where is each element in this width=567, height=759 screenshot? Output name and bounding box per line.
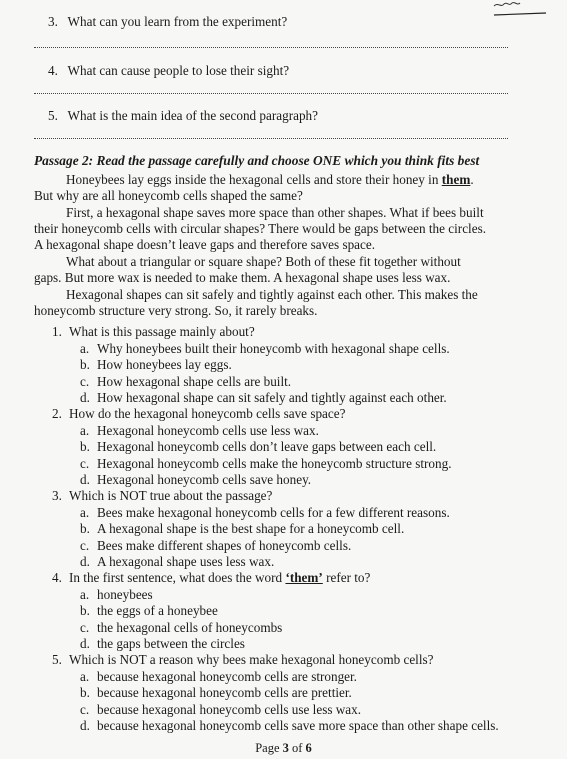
total-page-number: 6 <box>305 741 312 755</box>
mc-question-3: 3. Which is NOT true about the passage? <box>52 488 273 503</box>
mc-q1-option-d[interactable]: d. How hexagonal shape can sit safely and tightly against each other. <box>80 390 447 405</box>
mc-question-1: 1. What is this passage mainly about? <box>52 324 255 339</box>
passage-p3-line2: gaps. But more wax is needed to make them. A hexagonal shape uses less wax. <box>34 270 451 285</box>
mc-q3-option-b[interactable]: b. A hexagonal shape is the best shape for a honeycomb cell. <box>80 521 405 536</box>
short-question-5: 5. What is the main idea of the second paragraph? <box>48 108 319 123</box>
mc-q4-option-c[interactable]: c. the hexagonal cells of honeycombs <box>80 620 283 635</box>
mc-q4-option-b[interactable]: b. the eggs of a honeybee <box>80 603 218 618</box>
keyword-them: them <box>441 172 471 187</box>
mc-q1-option-b[interactable]: b. How honeybees lay eggs. <box>80 357 232 372</box>
mc-q2-option-d[interactable]: d. Hexagonal honeycomb cells save honey. <box>80 472 312 487</box>
mc-q2-option-c[interactable]: c. Hexagonal honeycomb cells make the honeycomb structure strong. <box>80 456 452 471</box>
passage-p4-line1: Hexagonal shapes can sit safely and tightly against each other. This makes the <box>66 287 478 302</box>
passage-p2-line3: A hexagonal shape doesn’t leave gaps and therefore saves space. <box>34 237 376 252</box>
mc-q2-option-a[interactable]: a. Hexagonal honeycomb cells use less wax. <box>80 423 319 438</box>
mc-question-2: 2. How do the hexagonal honeycomb cells save space? <box>52 406 346 421</box>
answer-line-4[interactable] <box>34 93 508 94</box>
passage-p3-line1: What about a triangular or square shape? Both of these fit together without <box>66 254 461 269</box>
mc-question-5: 5. Which is NOT a reason why bees make hexagonal honeycomb cells? <box>52 652 434 667</box>
handwritten-scribble <box>492 0 552 20</box>
mc-q2-option-b[interactable]: b. Hexagonal honeycomb cells don’t leave gaps between each cell. <box>80 439 437 454</box>
passage-p1-line2: But why are all honeycomb cells shaped the same? <box>34 188 303 203</box>
page-footer: Page 3 of 6 <box>255 741 312 755</box>
passage-p2-line2: their honeycomb cells with circular shapes? There would be gaps between the circles. <box>34 221 486 236</box>
short-question-4: 4. What can cause people to lose their sight? <box>48 63 290 78</box>
passage-p1-line1: Honeybees lay eggs inside the hexagonal cells and store their honey in them. <box>66 172 474 187</box>
mc-q5-option-a[interactable]: a. because hexagonal honeycomb cells are stronger. <box>80 669 357 684</box>
mc-q3-option-a[interactable]: a. Bees make hexagonal honeycomb cells for a few different reasons. <box>80 505 450 520</box>
keyword-them-quoted: ‘them’ <box>285 570 323 585</box>
mc-q5-option-d[interactable]: d. because hexagonal honeycomb cells save more space than other shape cells. <box>80 718 499 733</box>
current-page-number: 3 <box>282 741 289 755</box>
mc-q3-option-d[interactable]: d. A hexagonal shape uses less wax. <box>80 554 275 569</box>
mc-q4-option-d[interactable]: d. the gaps between the circles <box>80 636 245 651</box>
passage-p4-line2: honeycomb structure very strong. So, it rarely breaks. <box>34 303 318 318</box>
answer-line-3[interactable] <box>34 47 508 48</box>
mc-q3-option-c[interactable]: c. Bees make different shapes of honeycomb cells. <box>80 538 352 553</box>
answer-line-5[interactable] <box>34 138 508 139</box>
mc-q5-option-c[interactable]: c. because hexagonal honeycomb cells use less wax. <box>80 702 362 717</box>
short-question-3: 3. What can you learn from the experiment? <box>48 14 288 29</box>
passage-title: Passage 2: Read the passage carefully and choose ONE which you think fits best <box>34 153 480 168</box>
mc-q4-option-a[interactable]: a. honeybees <box>80 587 153 602</box>
mc-question-4: 4. In the first sentence, what does the word ‘them’ refer to? <box>52 570 371 585</box>
mc-q1-option-c[interactable]: c. How hexagonal shape cells are built. <box>80 374 292 389</box>
mc-q5-option-b[interactable]: b. because hexagonal honeycomb cells are prettier. <box>80 685 352 700</box>
passage-p2-line1: First, a hexagonal shape saves more space than other shapes. What if bees built <box>66 205 484 220</box>
mc-q1-option-a[interactable]: a. Why honeybees built their honeycomb with hexagonal shape cells. <box>80 341 450 356</box>
